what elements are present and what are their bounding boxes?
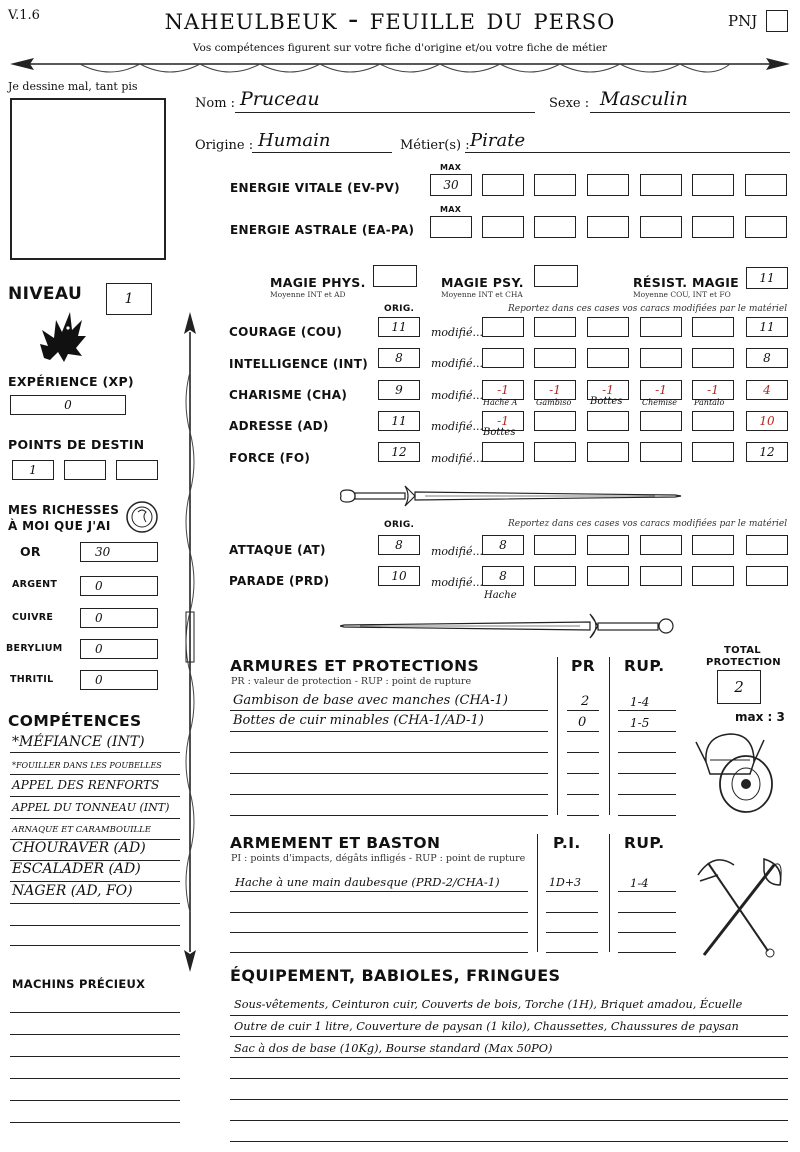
- competence-item[interactable]: APPEL DU TONNEAU (INT): [12, 801, 170, 814]
- ea-box[interactable]: [692, 216, 734, 238]
- armor-col-rup: RUP.: [624, 657, 665, 675]
- combat-label-at: ATTAQUE (AT): [229, 543, 326, 557]
- ea-box[interactable]: [640, 216, 682, 238]
- competence-item[interactable]: *MÉFIANCE (INT): [12, 734, 145, 750]
- competence-item[interactable]: ARNAQUE ET CARAMBOUILLE: [12, 825, 152, 835]
- magie-phys-sub: Moyenne INT et AD: [270, 290, 346, 299]
- stat-final-cha[interactable]: 4: [746, 380, 788, 400]
- helmet-shield-icon: [694, 722, 782, 814]
- stat-mod-fo[interactable]: [640, 442, 682, 462]
- destin-value-1[interactable]: 1: [12, 460, 54, 480]
- stat-mod-ad[interactable]: [640, 411, 682, 431]
- magie-phys-value[interactable]: [373, 265, 417, 287]
- modifie-label: modifié...: [431, 357, 483, 370]
- combat-mod-prd[interactable]: [692, 566, 734, 586]
- equipment-line[interactable]: Outre de cuir 1 litre, Couverture de paysan (1 kilo), Chaussettes, Chaussures de paysan: [234, 1020, 739, 1033]
- combat-mod-at[interactable]: [640, 535, 682, 555]
- combat-mod-at[interactable]: [692, 535, 734, 555]
- stat-mod-cou[interactable]: [482, 317, 524, 337]
- dragon-icon: [30, 306, 90, 364]
- stat-mod-cou[interactable]: [640, 317, 682, 337]
- ea-box[interactable]: [482, 216, 524, 238]
- xp-label: EXPÉRIENCE (XP): [8, 374, 134, 389]
- ev-max-label: MAX: [440, 163, 462, 172]
- competence-item[interactable]: NAGER (AD, FO): [12, 883, 133, 899]
- stat-mod-fo[interactable]: [482, 442, 524, 462]
- modifie-label: modifié...: [431, 326, 483, 339]
- stat-mod-int[interactable]: [587, 348, 629, 368]
- stat-final-fo[interactable]: 12: [746, 442, 788, 462]
- ea-value[interactable]: [430, 216, 472, 238]
- ev-box[interactable]: [640, 174, 682, 196]
- page-subtitle: Vos compétences figurent sur votre fiche d'origine et/ou votre fiche de métier: [192, 42, 608, 54]
- max-protection-label: max : 3: [735, 710, 785, 724]
- sword-decoration-icon: [340, 608, 680, 644]
- weapon-name[interactable]: Hache à une main daubesque (PRD-2/CHA-1): [235, 875, 500, 889]
- ea-box[interactable]: [745, 216, 787, 238]
- combat-mod-at[interactable]: [534, 535, 576, 555]
- armor-rup[interactable]: 1-5: [630, 716, 650, 730]
- competence-item[interactable]: ESCALADER (AD): [12, 861, 141, 877]
- money-value-thritil[interactable]: 0: [80, 670, 158, 690]
- money-value-or[interactable]: 30: [80, 542, 158, 562]
- stat-final-cou[interactable]: 11: [746, 317, 788, 337]
- destin-value-2[interactable]: [64, 460, 106, 480]
- stat-note-cha: Bottes: [590, 396, 623, 407]
- stat-note-cha: Chemise: [642, 398, 677, 407]
- stat-mod-fo[interactable]: [534, 442, 576, 462]
- stat-orig-ad[interactable]: 11: [378, 411, 420, 431]
- armor-rup[interactable]: 1-4: [630, 695, 650, 709]
- combat-mod-at[interactable]: 8: [482, 535, 524, 555]
- ev-box[interactable]: [587, 174, 629, 196]
- xp-value[interactable]: 0: [10, 395, 126, 415]
- equipment-line[interactable]: Sac à dos de base (10Kg), Bourse standard (Max 50PO): [234, 1042, 553, 1055]
- richesses-label-2: À MOI QUE J'AI: [8, 519, 111, 533]
- stat-mod-ad[interactable]: [587, 411, 629, 431]
- ea-label: ENERGIE ASTRALE (EA-PA): [230, 223, 415, 237]
- magie-psy-sub: Moyenne INT et CHA: [441, 290, 523, 299]
- modifie-label: modifié...: [431, 420, 483, 433]
- origine-value[interactable]: Humain: [258, 130, 331, 151]
- version-label: V.1.6: [8, 8, 40, 23]
- stat-mod-cou[interactable]: [534, 317, 576, 337]
- money-label-or: OR: [20, 544, 41, 559]
- niveau-label: NIVEAU: [8, 284, 83, 304]
- destin-value-3[interactable]: [116, 460, 158, 480]
- portrait-box[interactable]: [10, 98, 166, 260]
- ea-box[interactable]: [534, 216, 576, 238]
- page-title: naheulbeuk - feuille du perso: [164, 2, 616, 37]
- stat-mod-ad[interactable]: [692, 411, 734, 431]
- combat-final-prd[interactable]: [746, 566, 788, 586]
- stats-note: Reportez dans ces cases vos caracs modifiées par le matériel: [508, 304, 788, 314]
- money-label-cuivre: CUIVRE: [12, 612, 54, 623]
- destin-label: POINTS DE DESTIN: [8, 437, 145, 452]
- spear-vertical-decoration: [180, 312, 200, 972]
- armor-title: ARMURES ET PROTECTIONS: [230, 657, 480, 675]
- combat-orig-prd[interactable]: 10: [378, 566, 420, 586]
- stat-mod-int[interactable]: [534, 348, 576, 368]
- stat-mod-cha[interactable]: -1: [482, 380, 524, 400]
- niveau-value[interactable]: 1: [106, 283, 152, 315]
- stat-mod-int[interactable]: [692, 348, 734, 368]
- portrait-caption: Je dessine mal, tant pis: [8, 80, 138, 93]
- weapons-col-rup: RUP.: [624, 834, 665, 852]
- nom-value[interactable]: Pruceau: [240, 88, 320, 110]
- resist-magie-value[interactable]: 11: [746, 267, 788, 289]
- competence-item[interactable]: CHOURAVER (AD): [12, 840, 146, 856]
- ev-box[interactable]: [534, 174, 576, 196]
- total-protection-label-1: TOTAL: [724, 645, 761, 656]
- combat-label-prd: PARADE (PRD): [229, 574, 330, 588]
- equipment-title: ÉQUIPEMENT, BABIOLES, FRINGUES: [230, 966, 561, 985]
- stat-note-cha: Pantalo: [694, 398, 725, 407]
- money-value-berylium[interactable]: 0: [80, 639, 158, 659]
- stat-orig-cha[interactable]: 9: [378, 380, 420, 400]
- sword-decoration-icon: [335, 478, 685, 514]
- nom-label: Nom :: [195, 96, 236, 111]
- money-label-argent: ARGENT: [12, 579, 58, 590]
- combat-mod-at[interactable]: [587, 535, 629, 555]
- stat-label-cou: COURAGE (COU): [229, 325, 343, 339]
- competences-label: COMPÉTENCES: [8, 712, 142, 730]
- stat-orig-int[interactable]: 8: [378, 348, 420, 368]
- weapon-pi[interactable]: 1D+3: [549, 876, 582, 889]
- stat-final-ad[interactable]: 10: [746, 411, 788, 431]
- competence-item[interactable]: APPEL DES RENFORTS: [12, 778, 160, 792]
- modifie-label: modifié...: [431, 389, 483, 402]
- combat-mod-prd[interactable]: [640, 566, 682, 586]
- stat-mod-cha[interactable]: -1: [587, 380, 629, 400]
- weapon-rup[interactable]: 1-4: [630, 876, 649, 890]
- stat-mod-fo[interactable]: [692, 442, 734, 462]
- ev-box[interactable]: [482, 174, 524, 196]
- richesses-label-1: MES RICHESSES: [8, 503, 120, 517]
- money-value-argent[interactable]: 0: [80, 576, 158, 596]
- weapons-title: ARMEMENT ET BASTON: [230, 834, 441, 852]
- money-label-berylium: BERYLIUM: [6, 643, 63, 654]
- stat-mod-cha[interactable]: -1: [692, 380, 734, 400]
- armor-sub: PR : valeur de protection - RUP : point de rupture: [231, 676, 472, 687]
- stat-note-cha: Gambiso: [536, 398, 572, 407]
- stat-mod-cha[interactable]: -1: [640, 380, 682, 400]
- magie-psy-label: MAGIE PSY.: [441, 275, 524, 290]
- combat-mod-prd[interactable]: [534, 566, 576, 586]
- stat-orig-cou[interactable]: 11: [378, 317, 420, 337]
- modifie-label: modifié...: [431, 576, 483, 589]
- pnj-label: PNJ: [728, 12, 758, 30]
- weapons-sub: PI : points d'impacts, dégâts infligés - RUP : point de rupture: [231, 853, 526, 864]
- stat-mod-cha[interactable]: -1: [534, 380, 576, 400]
- weapons-col-pi: P.I.: [553, 834, 581, 852]
- armor-pr[interactable]: 2: [581, 694, 590, 709]
- combat-mod-prd[interactable]: 8: [482, 566, 524, 586]
- combat-orig-at[interactable]: 8: [378, 535, 420, 555]
- stat-orig-fo[interactable]: 12: [378, 442, 420, 462]
- ev-box[interactable]: [745, 174, 787, 196]
- combat-orig-label: ORIG.: [384, 520, 415, 530]
- magie-phys-label: MAGIE PHYS.: [270, 275, 366, 290]
- stat-final-int[interactable]: 8: [746, 348, 788, 368]
- machins-label: MACHINS PRÉCIEUX: [12, 977, 146, 991]
- ev-label: ENERGIE VITALE (EV-PV): [230, 181, 400, 195]
- modifie-label: modifié...: [431, 452, 483, 465]
- competence-item[interactable]: *FOUILLER DANS LES POUBELLES: [12, 761, 162, 770]
- stat-label-cha: CHARISME (CHA): [229, 388, 348, 402]
- sexe-label: Sexe :: [549, 96, 590, 111]
- money-label-thritil: THRITIL: [10, 674, 54, 685]
- coin-icon: [125, 500, 159, 534]
- resist-magie-label: RÉSIST. MAGIE: [633, 275, 740, 290]
- combat-note: Reportez dans ces cases vos caracs modifiées par le matériel: [508, 519, 788, 529]
- stat-mod-int[interactable]: [482, 348, 524, 368]
- ea-box[interactable]: [587, 216, 629, 238]
- stat-label-fo: FORCE (FO): [229, 451, 311, 465]
- stat-mod-cou[interactable]: [692, 317, 734, 337]
- metier-value[interactable]: Pirate: [470, 130, 526, 151]
- pnj-checkbox[interactable]: [766, 10, 788, 32]
- equipment-line[interactable]: Sous-vêtements, Ceinturon cuir, Couverts de bois, Torche (1H), Briquet amadou, Écuelle: [234, 998, 743, 1011]
- money-value-cuivre[interactable]: 0: [80, 608, 158, 628]
- origine-label: Origine :: [195, 138, 254, 153]
- metier-label: Métier(s) :: [400, 138, 470, 153]
- magie-psy-value[interactable]: [534, 265, 578, 287]
- total-protection-label-2: PROTECTION: [706, 657, 781, 668]
- crossed-weapons-icon: [694, 855, 786, 960]
- modifie-label: modifié...: [431, 545, 483, 558]
- stat-label-ad: ADRESSE (AD): [229, 419, 329, 433]
- stat-mod-fo[interactable]: [587, 442, 629, 462]
- sexe-value[interactable]: Masculin: [600, 88, 688, 110]
- armor-col-pr: PR: [571, 657, 596, 675]
- stat-mod-ad[interactable]: [534, 411, 576, 431]
- stat-mod-int[interactable]: [640, 348, 682, 368]
- stat-mod-cou[interactable]: [587, 317, 629, 337]
- ev-box[interactable]: [692, 174, 734, 196]
- armor-pr[interactable]: 0: [578, 715, 587, 730]
- spear-header-decoration: [0, 52, 800, 80]
- combat-mod-prd[interactable]: [587, 566, 629, 586]
- total-protection-value[interactable]: 2: [717, 670, 761, 704]
- resist-magie-sub: Moyenne COU, INT et FO: [633, 290, 731, 299]
- combat-note-prd: Hache: [484, 590, 517, 601]
- armor-name[interactable]: Bottes de cuir minables (CHA-1/AD-1): [233, 713, 484, 728]
- stat-note-ad: Bottes: [483, 427, 516, 438]
- stat-note-cha: Hache A: [483, 398, 518, 407]
- combat-final-at[interactable]: [746, 535, 788, 555]
- stat-mod-ad[interactable]: -1: [482, 411, 524, 431]
- ea-max-label: MAX: [440, 205, 462, 214]
- stats-orig-label: ORIG.: [384, 304, 415, 314]
- stat-label-int: INTELLIGENCE (INT): [229, 357, 368, 371]
- ev-value[interactable]: 30: [430, 174, 472, 196]
- armor-name[interactable]: Gambison de base avec manches (CHA-1): [233, 693, 508, 708]
